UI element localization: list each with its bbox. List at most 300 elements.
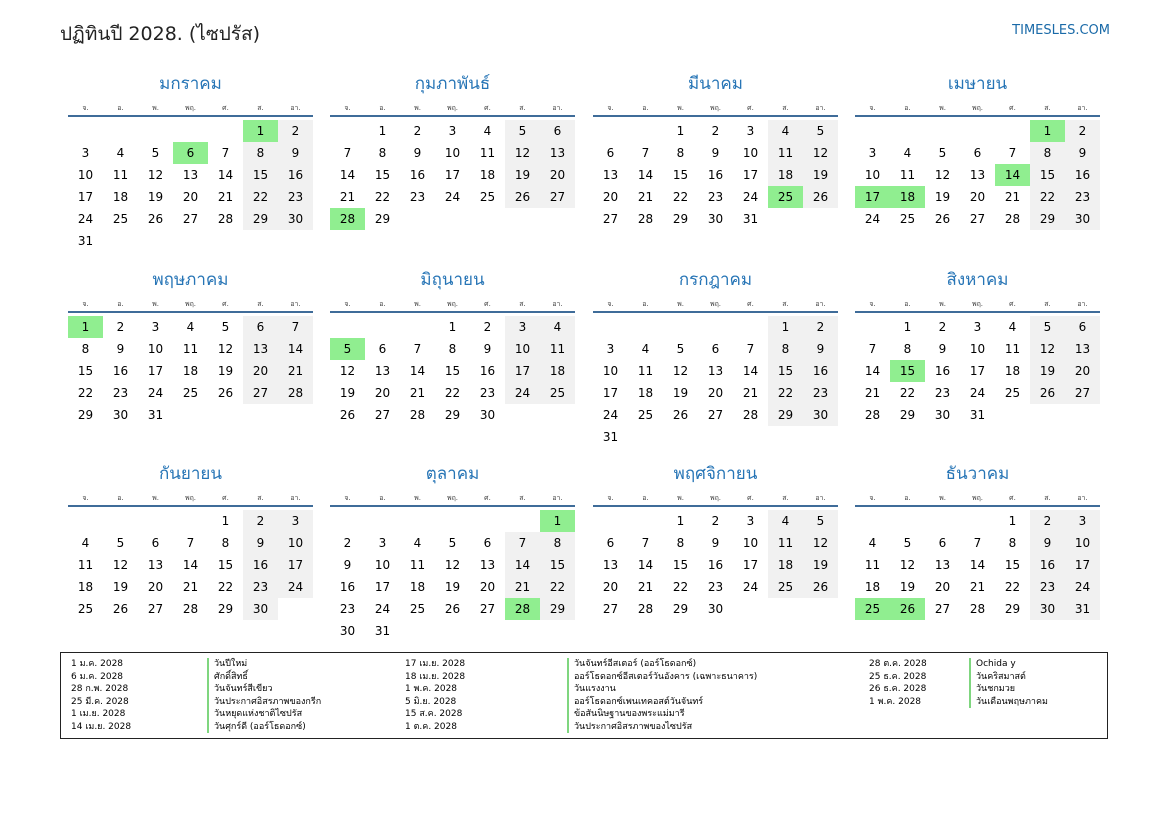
- holiday-name: วันคริสมาสต์: [976, 671, 1026, 682]
- month-block: [330, 70, 575, 255]
- day-cell: 5: [803, 510, 838, 532]
- day-cell: 27: [934, 602, 951, 616]
- day-cell: 15: [890, 360, 925, 382]
- weekday-label: อ.: [642, 494, 649, 502]
- weekday-label: อ.: [379, 300, 386, 308]
- day-cell: 27: [479, 602, 496, 616]
- day-cell: 2: [1030, 510, 1065, 532]
- holiday-name: วันชกมวย: [976, 684, 1016, 694]
- day-cell: 17: [855, 186, 890, 208]
- month-divider: [68, 311, 313, 313]
- day-cell: 8: [903, 342, 912, 356]
- day-cell: 27: [182, 212, 199, 226]
- day-cell: 30: [243, 598, 278, 620]
- day-cell: 24: [602, 408, 619, 422]
- day-cell: 8: [1008, 536, 1017, 550]
- day-cell: 2: [278, 120, 313, 142]
- day-cell: 3: [868, 146, 877, 160]
- day-cell: 8: [448, 342, 457, 356]
- month-name: มีนาคม: [688, 74, 743, 94]
- day-cell: 22: [768, 382, 803, 404]
- day-cell: 5: [330, 338, 365, 360]
- day-cell: 2: [938, 320, 947, 334]
- day-cell: 28: [330, 208, 365, 230]
- day-cell: 25: [182, 386, 199, 400]
- day-cell: 4: [81, 536, 90, 550]
- day-cell: 26: [803, 186, 838, 208]
- day-cell: 22: [374, 190, 391, 204]
- day-cell: 2: [343, 536, 352, 550]
- day-cell: 15: [768, 360, 803, 382]
- day-cell: 6: [606, 146, 615, 160]
- day-cell: 19: [505, 164, 540, 186]
- month-name: มิถุนายน: [420, 270, 485, 290]
- day-cell: 29: [77, 408, 94, 422]
- day-cell: 2: [243, 510, 278, 532]
- holiday-date-column: [869, 658, 927, 708]
- day-cell: 14: [278, 338, 313, 360]
- day-cell: 9: [413, 146, 422, 160]
- day-cell: 1: [903, 320, 912, 334]
- day-cell: 13: [147, 558, 164, 572]
- day-cell: 16: [707, 558, 724, 572]
- month-divider: [855, 505, 1100, 507]
- day-cell: 30: [707, 602, 724, 616]
- day-cell: 29: [243, 208, 278, 230]
- weekday-label: ศ.: [222, 494, 229, 502]
- day-cell: 17: [444, 168, 461, 182]
- day-cell: 15: [77, 364, 94, 378]
- holiday-name-column: [207, 658, 321, 733]
- day-cell: 12: [217, 342, 234, 356]
- weekday-label: ศ.: [484, 300, 491, 308]
- day-cell: 9: [116, 342, 125, 356]
- day-cell: 19: [444, 580, 461, 594]
- holiday-name: วันปีใหม่: [214, 659, 248, 669]
- day-cell: 10: [77, 168, 94, 182]
- weekday-label: อ.: [904, 104, 911, 112]
- day-cell: 24: [374, 602, 391, 616]
- weekday-label: อ.: [642, 300, 649, 308]
- day-cell: 22: [1004, 580, 1021, 594]
- day-cell: 9: [1030, 532, 1065, 554]
- holiday-date: 5 มิ.ย. 2028: [405, 696, 457, 707]
- day-cell: 10: [969, 342, 986, 356]
- weekday-label: อ.: [117, 300, 124, 308]
- day-cell: 28: [637, 212, 654, 226]
- holiday-name: วันแรงงาน: [574, 684, 616, 694]
- day-cell: 21: [864, 386, 881, 400]
- day-cell: 13: [243, 338, 278, 360]
- day-cell: 30: [1030, 598, 1065, 620]
- weekday-label: พฤ.: [184, 104, 197, 112]
- day-cell: 15: [540, 554, 575, 576]
- day-cell: 17: [742, 558, 759, 572]
- weekday-label: อา.: [1077, 300, 1088, 308]
- month-block: [855, 70, 1100, 255]
- day-cell: 16: [112, 364, 129, 378]
- day-cell: 27: [969, 212, 986, 226]
- day-cell: 10: [278, 532, 313, 554]
- holiday-date-column: [71, 658, 131, 733]
- day-cell: 13: [182, 168, 199, 182]
- month-name: พฤษภาคม: [152, 270, 229, 290]
- day-cell: 30: [479, 408, 496, 422]
- holiday-name: ออร์โธดอกซ์เพนเทคอสต์วันจันทร์: [574, 696, 704, 707]
- day-cell: 17: [1065, 554, 1100, 576]
- month-block: [593, 266, 838, 451]
- day-cell: 7: [641, 536, 650, 550]
- day-cell: 6: [938, 536, 947, 550]
- day-cell: 12: [899, 558, 916, 572]
- weekday-label: อา.: [552, 104, 563, 112]
- day-cell: 4: [903, 146, 912, 160]
- day-cell: 1: [676, 514, 685, 528]
- day-cell: 18: [112, 190, 129, 204]
- weekday-label: จ.: [344, 494, 351, 502]
- month-block: [330, 460, 575, 645]
- day-cell: 7: [1008, 146, 1017, 160]
- holiday-name: วันจันทร์อีสเตอร์ (ออร์โธดอกซ์): [574, 659, 697, 669]
- weekday-label: พ.: [414, 104, 421, 112]
- day-cell: 31: [602, 430, 619, 444]
- day-cell: 7: [343, 146, 352, 160]
- month-name: มกราคม: [159, 74, 222, 94]
- day-cell: 24: [742, 190, 759, 204]
- day-cell: 9: [1065, 142, 1100, 164]
- day-cell: 7: [973, 536, 982, 550]
- weekday-label: พฤ.: [709, 104, 722, 112]
- day-cell: 25: [855, 598, 890, 620]
- month-divider: [330, 311, 575, 313]
- weekday-label: พฤ.: [184, 300, 197, 308]
- day-cell: 4: [413, 536, 422, 550]
- day-cell: 28: [742, 408, 759, 422]
- day-cell: 20: [374, 386, 391, 400]
- holiday-date: 26 ธ.ค. 2028: [869, 684, 927, 694]
- day-cell: 22: [672, 190, 689, 204]
- weekday-label: อา.: [1077, 494, 1088, 502]
- day-cell: 11: [768, 142, 803, 164]
- day-cell: 29: [444, 408, 461, 422]
- day-cell: 3: [278, 510, 313, 532]
- day-cell: 8: [378, 146, 387, 160]
- day-cell: 23: [243, 576, 278, 598]
- day-cell: 17: [602, 386, 619, 400]
- day-cell: 23: [934, 386, 951, 400]
- holiday-name: วันประกาศอิสรภาพของกรีก: [214, 696, 322, 707]
- day-cell: 4: [768, 510, 803, 532]
- day-cell: 31: [1065, 598, 1100, 620]
- day-cell: 18: [479, 168, 496, 182]
- day-cell: 17: [742, 168, 759, 182]
- day-cell: 30: [803, 404, 838, 426]
- weekday-label: อา.: [815, 104, 826, 112]
- day-cell: 10: [864, 168, 881, 182]
- day-cell: 7: [641, 146, 650, 160]
- day-cell: 12: [1030, 338, 1065, 360]
- weekday-label: ส.: [782, 494, 789, 502]
- day-cell: 4: [116, 146, 125, 160]
- weekday-label: จ.: [607, 494, 614, 502]
- day-cell: 18: [409, 580, 426, 594]
- holiday-date: 25 มี.ค. 2028: [71, 696, 129, 707]
- day-cell: 14: [969, 558, 986, 572]
- day-cell: 16: [479, 364, 496, 378]
- day-cell: 12: [339, 364, 356, 378]
- holiday-date: 6 ม.ค. 2028: [71, 671, 124, 682]
- day-cell: 29: [540, 598, 575, 620]
- day-cell: 20: [540, 164, 575, 186]
- day-cell: 1: [448, 320, 457, 334]
- day-cell: 26: [1030, 382, 1065, 404]
- day-cell: 10: [374, 558, 391, 572]
- day-cell: 9: [278, 142, 313, 164]
- day-cell: 24: [1065, 576, 1100, 598]
- weekday-label: พฤ.: [971, 104, 984, 112]
- month-name: ตุลาคม: [425, 464, 480, 484]
- day-cell: 15: [672, 558, 689, 572]
- day-cell: 14: [637, 558, 654, 572]
- weekday-label: อ.: [904, 300, 911, 308]
- day-cell: 20: [147, 580, 164, 594]
- day-cell: 9: [711, 536, 720, 550]
- month-block: [330, 266, 575, 451]
- day-cell: 12: [672, 364, 689, 378]
- day-cell: 13: [602, 168, 619, 182]
- month-name: กุมภาพันธ์: [414, 74, 491, 94]
- day-cell: 26: [672, 408, 689, 422]
- month-divider: [330, 115, 575, 117]
- weekday-label: พ.: [414, 300, 421, 308]
- holiday-date: 28 ก.พ. 2028: [71, 684, 129, 694]
- day-cell: 20: [182, 190, 199, 204]
- day-cell: 19: [803, 164, 838, 186]
- day-cell: 2: [1065, 120, 1100, 142]
- day-cell: 23: [112, 386, 129, 400]
- day-cell: 4: [540, 316, 575, 338]
- day-cell: 17: [969, 364, 986, 378]
- day-cell: 6: [378, 342, 387, 356]
- day-cell: 23: [1065, 186, 1100, 208]
- day-cell: 8: [676, 146, 685, 160]
- weekday-label: พฤ.: [971, 494, 984, 502]
- day-cell: 20: [707, 386, 724, 400]
- day-cell: 4: [768, 120, 803, 142]
- day-cell: 6: [1065, 316, 1100, 338]
- weekday-label: พ.: [152, 300, 159, 308]
- day-cell: 3: [81, 146, 90, 160]
- day-cell: 9: [343, 558, 352, 572]
- day-cell: 30: [278, 208, 313, 230]
- day-cell: 23: [1030, 576, 1065, 598]
- day-cell: 23: [803, 382, 838, 404]
- day-cell: 15: [1004, 558, 1021, 572]
- day-cell: 11: [409, 558, 426, 572]
- day-cell: 13: [374, 364, 391, 378]
- day-cell: 25: [77, 602, 94, 616]
- day-cell: 28: [182, 602, 199, 616]
- day-cell: 2: [116, 320, 125, 334]
- day-cell: 16: [934, 364, 951, 378]
- day-cell: 7: [868, 342, 877, 356]
- day-cell: 15: [1030, 164, 1065, 186]
- day-cell: 5: [903, 536, 912, 550]
- day-cell: 26: [112, 602, 129, 616]
- day-cell: 6: [483, 536, 492, 550]
- day-cell: 25: [768, 576, 803, 598]
- weekday-label: ศ.: [222, 104, 229, 112]
- weekday-label: พ.: [152, 494, 159, 502]
- day-cell: 25: [768, 186, 803, 208]
- day-cell: 7: [746, 342, 755, 356]
- holiday-date: 14 เม.ย. 2028: [71, 721, 132, 732]
- day-cell: 12: [147, 168, 164, 182]
- weekday-label: อา.: [552, 300, 563, 308]
- day-cell: 29: [672, 212, 689, 226]
- weekday-label: พฤ.: [446, 104, 459, 112]
- day-cell: 14: [864, 364, 881, 378]
- month-block: [593, 460, 838, 645]
- holiday-name-column: [969, 658, 1048, 708]
- day-cell: 27: [243, 382, 278, 404]
- holiday-date: 25 ธ.ค. 2028: [869, 671, 927, 682]
- day-cell: 22: [444, 386, 461, 400]
- day-cell: 18: [77, 580, 94, 594]
- day-cell: 5: [676, 342, 685, 356]
- weekday-label: พฤ.: [446, 494, 459, 502]
- weekday-label: ศ.: [747, 300, 754, 308]
- month-name: สิงหาคม: [946, 270, 1009, 290]
- holiday-date: 1 ต.ค. 2028: [405, 721, 457, 732]
- day-cell: 15: [672, 168, 689, 182]
- day-cell: 18: [890, 186, 925, 208]
- day-cell: 25: [1004, 386, 1021, 400]
- weekday-label: อ.: [117, 104, 124, 112]
- day-cell: 23: [707, 190, 724, 204]
- day-cell: 14: [637, 168, 654, 182]
- day-cell: 8: [540, 532, 575, 554]
- weekday-label: อา.: [552, 494, 563, 502]
- day-cell: 2: [483, 320, 492, 334]
- day-cell: 3: [378, 536, 387, 550]
- day-cell: 25: [540, 382, 575, 404]
- weekday-label: ส.: [1044, 494, 1051, 502]
- day-cell: 23: [707, 580, 724, 594]
- day-cell: 20: [1065, 360, 1100, 382]
- day-cell: 24: [864, 212, 881, 226]
- day-cell: 2: [413, 124, 422, 138]
- day-cell: 15: [444, 364, 461, 378]
- day-cell: 17: [77, 190, 94, 204]
- day-cell: 21: [969, 580, 986, 594]
- day-cell: 24: [147, 386, 164, 400]
- day-cell: 1: [243, 120, 278, 142]
- day-cell: 17: [505, 360, 540, 382]
- weekday-label: จ.: [869, 104, 876, 112]
- day-cell: 6: [540, 120, 575, 142]
- weekday-label: พฤ.: [971, 300, 984, 308]
- day-cell: 25: [112, 212, 129, 226]
- day-cell: 13: [540, 142, 575, 164]
- day-cell: 16: [803, 360, 838, 382]
- day-cell: 8: [221, 536, 230, 550]
- day-cell: 23: [339, 602, 356, 616]
- day-cell: 22: [540, 576, 575, 598]
- day-cell: 22: [243, 186, 278, 208]
- holiday-date: 15 ส.ค. 2028: [405, 709, 463, 719]
- day-cell: 1: [221, 514, 230, 528]
- day-cell: 29: [217, 602, 234, 616]
- day-cell: 9: [711, 146, 720, 160]
- day-cell: 22: [672, 580, 689, 594]
- day-cell: 16: [1030, 554, 1065, 576]
- month-block: [855, 266, 1100, 451]
- day-cell: 20: [243, 360, 278, 382]
- day-cell: 15: [374, 168, 391, 182]
- weekday-label: พ.: [677, 300, 684, 308]
- day-cell: 2: [711, 124, 720, 138]
- day-cell: 17: [374, 580, 391, 594]
- day-cell: 10: [505, 338, 540, 360]
- weekday-label: ส.: [1044, 300, 1051, 308]
- day-cell: 24: [742, 580, 759, 594]
- weekday-label: ส.: [519, 494, 526, 502]
- day-cell: 14: [339, 168, 356, 182]
- day-cell: 30: [339, 624, 356, 638]
- day-cell: 12: [505, 142, 540, 164]
- day-cell: 19: [217, 364, 234, 378]
- weekday-label: อ.: [379, 104, 386, 112]
- day-cell: 10: [602, 364, 619, 378]
- day-cell: 2: [711, 514, 720, 528]
- day-cell: 3: [1065, 510, 1100, 532]
- day-cell: 4: [483, 124, 492, 138]
- weekday-label: พ.: [939, 104, 946, 112]
- weekday-label: ส.: [257, 104, 264, 112]
- weekday-label: อ.: [642, 104, 649, 112]
- site-link[interactable]: TIMESLES.COM: [1012, 23, 1110, 38]
- day-cell: 22: [77, 386, 94, 400]
- weekday-label: อา.: [290, 104, 301, 112]
- day-cell: 19: [339, 386, 356, 400]
- month-divider: [855, 115, 1100, 117]
- day-cell: 14: [505, 554, 540, 576]
- holiday-date: 1 ม.ค. 2028: [71, 659, 124, 669]
- weekday-label: ส.: [519, 300, 526, 308]
- page-title: ปฏิทินปี 2028. (ไซปรัส): [60, 23, 261, 45]
- day-cell: 15: [217, 558, 234, 572]
- day-cell: 28: [409, 408, 426, 422]
- day-cell: 26: [147, 212, 164, 226]
- day-cell: 5: [221, 320, 230, 334]
- day-cell: 18: [1004, 364, 1021, 378]
- weekday-label: จ.: [607, 300, 614, 308]
- day-cell: 9: [938, 342, 947, 356]
- weekday-label: ศ.: [1009, 104, 1016, 112]
- weekday-label: พฤ.: [184, 494, 197, 502]
- day-cell: 30: [707, 212, 724, 226]
- day-cell: 27: [147, 602, 164, 616]
- day-cell: 3: [746, 124, 755, 138]
- month-divider: [330, 505, 575, 507]
- day-cell: 18: [182, 364, 199, 378]
- month-name: กันยายน: [158, 464, 222, 484]
- day-cell: 31: [969, 408, 986, 422]
- holiday-name: Ochida y: [976, 659, 1016, 669]
- day-cell: 22: [1030, 186, 1065, 208]
- day-cell: 19: [147, 190, 164, 204]
